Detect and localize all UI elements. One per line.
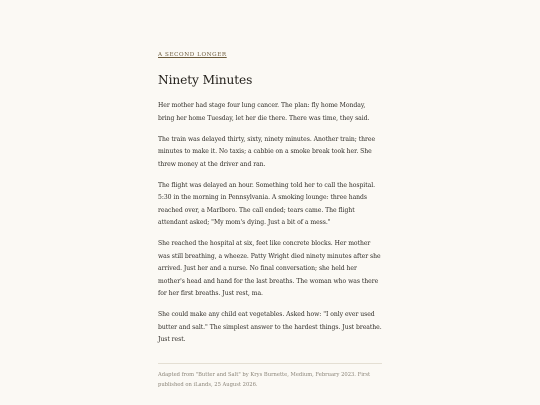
article-body: [158, 100, 382, 347]
paragraph-2: The train was delayed thirty, sixty, ninety minutes. Another train; three minutes to make it. No taxis; a cabbie on a smoke break took her. She threw money at the driver and ran.: [158, 135, 376, 168]
paragraph-1: Her mother had stage four lung cancer. The plan: fly home Monday, bring her home Tuesday, let her die there. There was time, they said.: [158, 102, 370, 122]
paragraph-3: The flight was delayed an hour. Something told her to call the hospital. 5:30 in the morning in Pennsylvania. A smoking lounge: three hands reached over, a Marlboro. The call ended; tears came. The flight attendant asked; "My mom's dying. Just a bit of a mess.": [158, 181, 376, 227]
paragraph-5: She could make any child eat vegetables. Asked how: "I only ever used butter and salt." The simplest answer to the hardest things. Just breathe. Just rest.: [158, 311, 382, 344]
paragraph-4: She reached the hospital at six, feet like concrete blocks. Her mother was still breathing, a wheeze. Patty Wright died ninety minutes after she arrived. Just her and a nurse. No final conversation; she held her mother's head and hand for the last breaths. The woman who was there for her first breaths. Just rest, ma.: [158, 240, 381, 298]
article-title: Ninety Minutes: [158, 73, 253, 87]
source-credit: Adapted from "Butter and Salt" by Krys Burnette, Medium, February 2023. First published on iLands, 25 August 2026.: [158, 371, 371, 389]
article-column: [158, 41, 382, 391]
section-link[interactable]: A SECOND LONGER: [158, 52, 227, 58]
footer-divider: [158, 363, 382, 364]
